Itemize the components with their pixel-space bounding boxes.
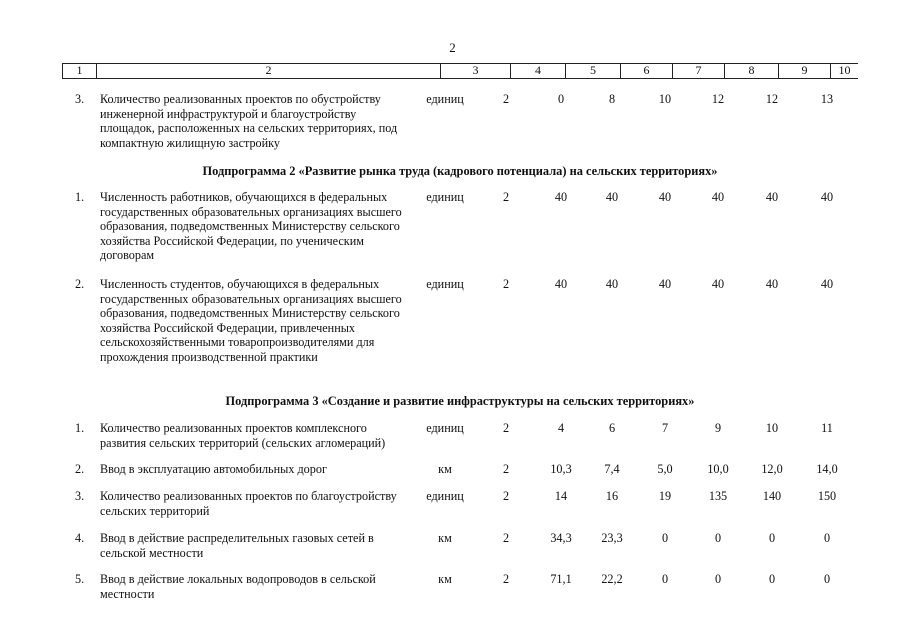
subprogram-title: Подпрограмма 3 «Создание и развитие инфраструктуры на сельских территориях» bbox=[225, 394, 695, 408]
row-value: 0 bbox=[714, 572, 722, 586]
row-number: 5. bbox=[75, 572, 85, 586]
column-header: 6 bbox=[620, 64, 672, 78]
row-value: 40 bbox=[711, 190, 725, 204]
row-value: 2 bbox=[502, 190, 510, 204]
row-description: Численность студентов, обучающихся в федеральных государственных образовательных организациях высшего образования, подведомственных Министерству сельского хозяйства Российской Федерации, привлеченных сельскохозяйственными товаропроизводителями для прохождения производственной практики bbox=[100, 277, 402, 364]
row-unit: единиц bbox=[426, 489, 464, 503]
row-value: 40 bbox=[605, 190, 619, 204]
row-value: 14,0 bbox=[816, 462, 838, 476]
row-value: 150 bbox=[817, 489, 837, 503]
row-value: 16 bbox=[605, 489, 619, 503]
row-value: 71,1 bbox=[550, 572, 572, 586]
column-header: 5 bbox=[565, 64, 620, 78]
row-value: 40 bbox=[711, 277, 725, 291]
row-unit: единиц bbox=[426, 190, 464, 204]
row-value: 12 bbox=[765, 92, 779, 106]
column-header: 7 bbox=[672, 64, 724, 78]
row-value: 2 bbox=[502, 462, 510, 476]
row-value: 0 bbox=[661, 572, 669, 586]
row-description: Количество реализованных проектов комплексного развития сельских территорий (сельских агломераций) bbox=[100, 421, 386, 450]
column-header: 2 bbox=[96, 64, 440, 78]
row-unit: км bbox=[438, 572, 452, 586]
row-value: 40 bbox=[765, 190, 779, 204]
row-value: 10 bbox=[658, 92, 672, 106]
row-value: 40 bbox=[658, 190, 672, 204]
row-value: 34,3 bbox=[550, 531, 572, 545]
row-value: 40 bbox=[820, 190, 834, 204]
row-value: 0 bbox=[823, 572, 831, 586]
row-value: 2 bbox=[502, 92, 510, 106]
row-description: Количество реализованных проектов по благоустройству сельских территорий bbox=[100, 489, 397, 518]
row-number: 3. bbox=[75, 92, 85, 106]
row-unit: единиц bbox=[426, 277, 464, 291]
row-value: 5,0 bbox=[657, 462, 673, 476]
row-value: 40 bbox=[605, 277, 619, 291]
row-number: 1. bbox=[75, 421, 85, 435]
row-number: 4. bbox=[75, 531, 85, 545]
indicators-table bbox=[62, 63, 858, 601]
row-description: Количество реализованных проектов по обустройству инженерной инфраструктурой и благоустройству площадок, расположенных на сельских территориях, под компактную жилищную застройку bbox=[100, 92, 398, 150]
row-description: Ввод в эксплуатацию автомобильных дорог bbox=[100, 462, 327, 476]
row-value: 6 bbox=[608, 421, 616, 435]
row-value: 12 bbox=[711, 92, 725, 106]
row-value: 40 bbox=[765, 277, 779, 291]
row-value: 10,0 bbox=[707, 462, 729, 476]
column-header: 8 bbox=[724, 64, 778, 78]
column-header: 4 bbox=[510, 64, 565, 78]
column-header: 1 bbox=[62, 64, 96, 78]
row-value: 19 bbox=[658, 489, 672, 503]
row-value: 2 bbox=[502, 572, 510, 586]
row-value: 2 bbox=[502, 531, 510, 545]
row-value: 0 bbox=[768, 572, 776, 586]
row-value: 7 bbox=[661, 421, 669, 435]
row-value: 7,4 bbox=[604, 462, 620, 476]
row-value: 0 bbox=[557, 92, 565, 106]
column-header: 3 bbox=[440, 64, 510, 78]
row-value: 2 bbox=[502, 489, 510, 503]
row-value: 14 bbox=[554, 489, 568, 503]
row-number: 2. bbox=[75, 277, 85, 291]
row-value: 12,0 bbox=[761, 462, 783, 476]
row-unit: единиц bbox=[426, 421, 464, 435]
column-header: 10 bbox=[830, 64, 858, 78]
row-value: 23,3 bbox=[601, 531, 623, 545]
row-value: 0 bbox=[768, 531, 776, 545]
page-number: 2 bbox=[449, 40, 456, 55]
row-value: 135 bbox=[708, 489, 728, 503]
row-number: 1. bbox=[75, 190, 85, 204]
row-value: 140 bbox=[762, 489, 782, 503]
row-value: 40 bbox=[658, 277, 672, 291]
row-value: 40 bbox=[554, 277, 568, 291]
row-value: 13 bbox=[820, 92, 834, 106]
row-value: 10 bbox=[765, 421, 779, 435]
row-value: 0 bbox=[823, 531, 831, 545]
row-value: 0 bbox=[714, 531, 722, 545]
row-value: 22,2 bbox=[601, 572, 623, 586]
row-unit: км bbox=[438, 531, 452, 545]
row-value: 8 bbox=[608, 92, 616, 106]
row-number: 2. bbox=[75, 462, 85, 476]
row-description: Ввод в действие распределительных газовых сетей в сельской местности bbox=[100, 531, 374, 560]
row-value: 10,3 bbox=[550, 462, 572, 476]
column-header: 9 bbox=[778, 64, 830, 78]
row-unit: единиц bbox=[426, 92, 464, 106]
row-value: 4 bbox=[557, 421, 565, 435]
row-value: 9 bbox=[714, 421, 722, 435]
row-value: 40 bbox=[820, 277, 834, 291]
row-value: 11 bbox=[821, 421, 833, 435]
table-header-row bbox=[62, 63, 858, 79]
row-value: 2 bbox=[502, 421, 510, 435]
row-value: 2 bbox=[502, 277, 510, 291]
row-description: Численность работников, обучающихся в федеральных государственных образовательных организациях высшего образования, подведомственных Министерству сельского хозяйства Российской Федерации, по ученическим договорам bbox=[100, 190, 402, 263]
row-value: 40 bbox=[554, 190, 568, 204]
row-number: 3. bbox=[75, 489, 85, 503]
row-unit: км bbox=[438, 462, 452, 476]
subprogram-title: Подпрограмма 2 «Развитие рынка труда (кадрового потенциала) на сельских территориях» bbox=[202, 164, 718, 178]
row-value: 0 bbox=[661, 531, 669, 545]
row-description: Ввод в действие локальных водопроводов в сельской местности bbox=[100, 572, 376, 601]
